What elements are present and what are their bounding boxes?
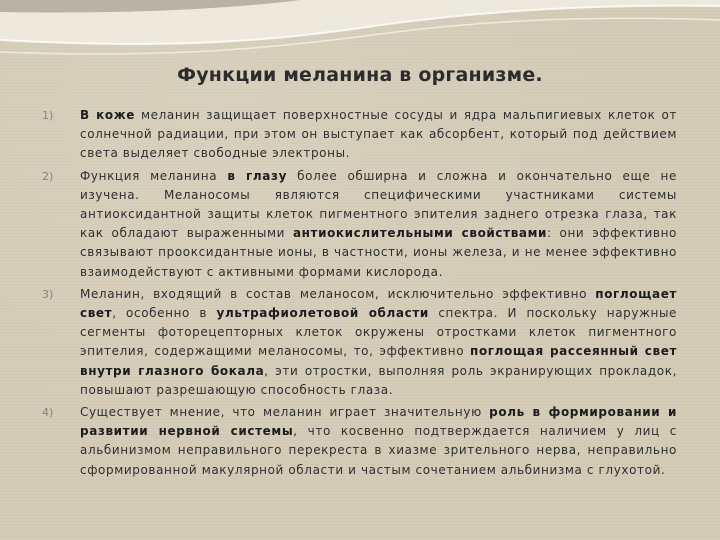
body-text: Меланин, входящий в состав меланосом, исключительно эффективно [80, 286, 596, 301]
body-text: , особенно в [112, 306, 217, 321]
emphasis-text: в глазу [227, 168, 287, 183]
slide-title: Функции меланина в организме. [177, 64, 543, 86]
body-text: меланин защищает поверхностные сосуды и ядра мальпигиевых клеток от солнечной радиации, при этом он выступает как абсорбент, который под действием света выделяет свободные электроны. [80, 108, 677, 161]
list-item-1 [42, 106, 677, 164]
item-text [80, 285, 677, 400]
item-number: 4) [42, 406, 54, 420]
item-number: 2) [42, 169, 54, 183]
emphasis-text: ультрафиолетовой области [216, 306, 429, 321]
item-number: 1) [42, 109, 54, 122]
body-text: спектра. И поскольку наружные сегменты фоторецепторных клеток окружены отростками клеток пигментного эпителия, содержащими меланосомы, то, эффективно [80, 306, 678, 359]
item-text [80, 167, 677, 282]
body-text: : они эффективно связывают прооксидантные ионы, в частности, ионы железа, и не менее эффективно взаимодействуют с активными формами кислорода. [80, 226, 677, 279]
emphasis-text: В коже [80, 108, 135, 122]
decorative-swoosh [0, 0, 720, 120]
item-text [80, 106, 677, 164]
emphasis-text: поглощает свет [80, 286, 677, 321]
body-text: Существует мнение, что меланин играет значительную [80, 405, 490, 420]
body-text: , эти отростки, выполняя роль экранирующих прокладок, повышают разрешающую способность глаза. [80, 363, 677, 397]
list-item-2 [42, 167, 677, 282]
body-text: более обширна и сложна и окончательно еще не изучена. Меланосомы являются специфическими участниками системы антиоксидантной защиты клеток пигментного эпителия заднего отрезка глаза, так как обладают выраженными [80, 168, 677, 241]
emphasis-text: антиокислительными свойствами [292, 226, 548, 241]
list-item-3 [42, 285, 677, 400]
body-text: Функция меланина [80, 168, 228, 183]
functions-list [42, 106, 677, 483]
item-text [80, 403, 677, 480]
list-item-4 [42, 403, 677, 480]
emphasis-text: роль в формировании и развитии нервной системы [80, 405, 677, 439]
item-number: 3) [42, 287, 54, 301]
emphasis-text: поглощая рассеянный свет внутри глазного бокала [80, 344, 678, 378]
body-text: , что косвенно подтверждается наличием у лиц с альбинизмом неправильного перекреста в хиазме зрительного нерва, неправильно сформированной макулярной области и частым сочетанием альбинизма с глухотой. [80, 424, 677, 477]
